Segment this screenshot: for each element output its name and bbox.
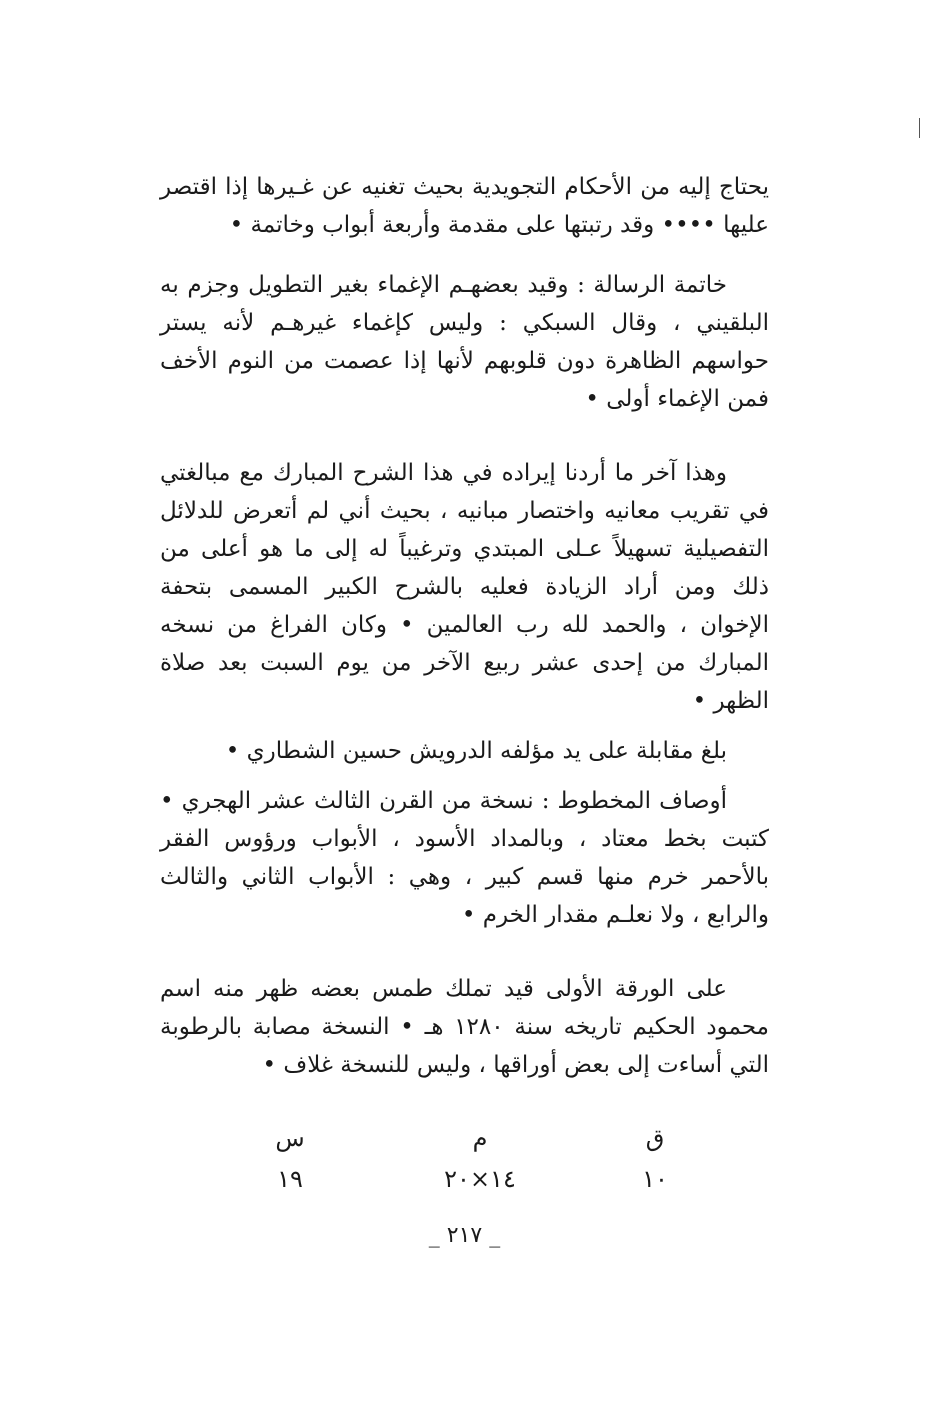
- paragraph-conclusion: خاتمة الرسالة : وقيد بعضهـم الإغماء بغير التطويل وجزم به البلقيني ، وقال السبكي : وليس كإغماء غيرهـم لأنه يستر حواسهم الظاهرة دون قلوبهم لأنها إذا عصمت من النوم الأخف فمن الإغماء أولى •: [160, 272, 769, 412]
- paragraph-ownership-note: على الورقة الأولى قيد تملك طمس بعضه ظهر منه اسم محمود الحكيم تاريخه سنة ١٢٨٠ هـ • النسخة مصابة بالرطوبة التي أساءت إلى بعض أوراقها ، وليس للنسخة غلاف •: [160, 976, 769, 1078]
- measure-lines-value: ١٩: [277, 1165, 303, 1193]
- paragraph-intro-end: يحتاج إليه من الأحكام التجويدية بحيث تغنيه عن غـيرها إذا اقتصر عليها •••• وقد رتبتها على مقدمة وأربعة أبواب وخاتمة •: [160, 174, 769, 238]
- measure-size-label: م: [472, 1124, 488, 1152]
- paragraph-closing: وهذا آخر ما أردنا إيراده في هذا الشرح المبارك مع مبالغتي في تقريب معانيه واختصار مبانيه ، بحيث أني لم أتعرض للدلائل التفصيلية تسهيلاً عـلى المبتدي وترغيباً له إلى ما هو أعلى من ذلك ومن أراد الزيادة فعليه بالشرح الكبير المسمى بتحفة الإخوان ، والحمد لله رب العالمين • وكان الفراغ من نسخه المبارك من إحدى عشر ربيع الآخر من يوم السبت بعد صلاة الظهر •: [160, 460, 769, 714]
- measure-size: [425, 1120, 535, 1198]
- measure-leaves-value: ١٠: [642, 1165, 668, 1193]
- manuscript-measurements: [250, 1120, 710, 1200]
- scan-edge-mark: [919, 118, 920, 138]
- paragraph-collation-note: بلغ مقابلة على يد مؤلفه الدرويش حسين الشطاري •: [225, 738, 727, 764]
- page-number: _ ٢١٧ _: [428, 1223, 501, 1248]
- measure-leaves-label: ق: [645, 1124, 665, 1152]
- measure-lines-label: س: [275, 1124, 305, 1152]
- measure-lines: [235, 1120, 345, 1198]
- measure-size-value: ١٤×٢٠: [444, 1165, 516, 1193]
- body-text: [160, 168, 769, 1084]
- paragraph-manuscript-description: أوصاف المخطوط : نسخة من القرن الثالث عشر الهجري • كتبت بخط معتاد ، وبالمداد الأسود ، الأبواب ورؤوس الفقر بالأحمر خرم منها قسم كبير ، وهي : الأبواب الثاني والثالث والرابع ، ولا نعلـم مقدار الخرم •: [160, 788, 769, 928]
- measure-leaves: [600, 1120, 710, 1198]
